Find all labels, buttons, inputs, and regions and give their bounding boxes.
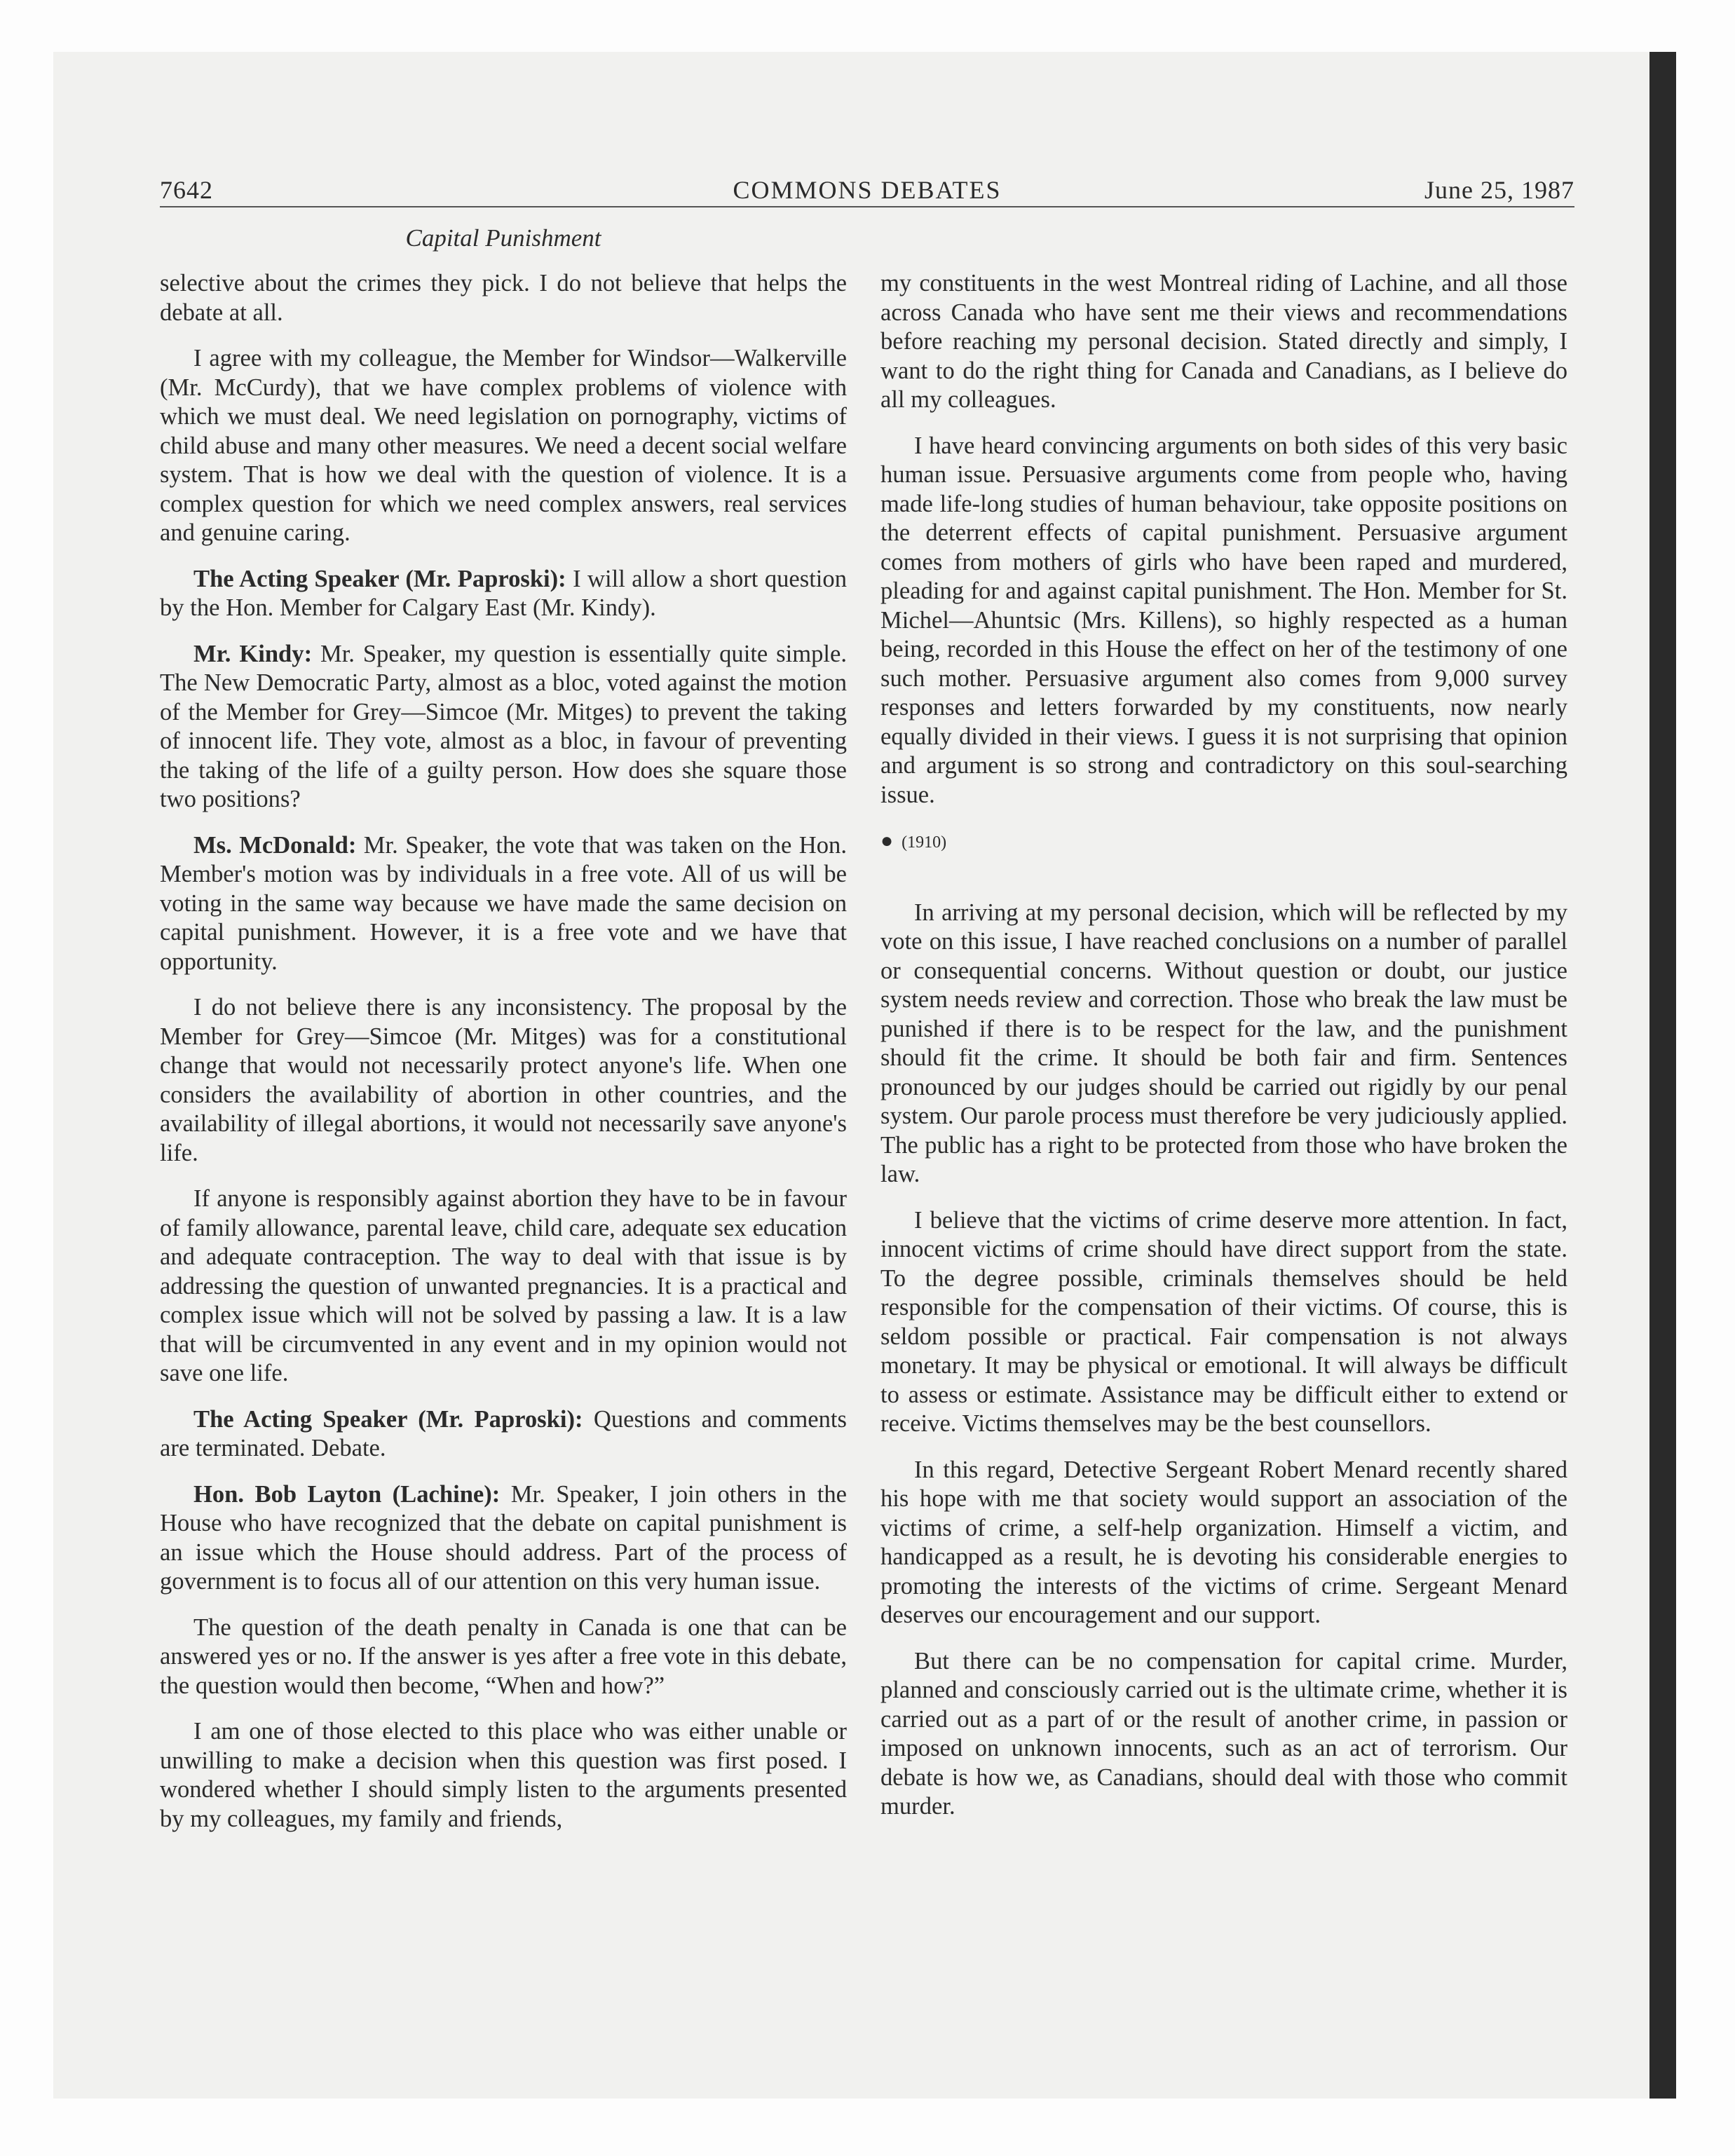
speaker-name: The Acting Speaker (Mr. Paproski): — [193, 565, 566, 592]
speech-paragraph — [160, 640, 847, 814]
page-number: 7642 — [160, 176, 213, 204]
paragraph: In this regard, Detective Sergeant Robert Menard recently shared his hope with me that society would support an association of the victims of crime, a self-help organization. Himself a victim, and handicapped as a result, he is devoting his considerable energies to promoting the interests of the victims of crime. Sergeant Menard deserves our encouragement and our support. — [880, 1456, 1567, 1628]
speech-paragraph — [160, 1405, 847, 1464]
speech-paragraph — [160, 831, 847, 977]
speech-paragraph — [160, 1480, 847, 1597]
speech-text: Mr. Speaker, I join others in the House who have recognized that the debate on capital punishment is an issue which the House should address. Part of the process of government is to focus all of our attention on this very human issue. — [160, 1480, 847, 1595]
paragraph: I am one of those elected to this place who was either unable or unwilling to make a decision when this question was first posed. I wondered whether I should simply listen to the arguments presented by my colleagues, my family and friends, — [160, 1718, 847, 1832]
paragraph: I do not believe there is any inconsistency. The proposal by the Member for Grey—Simcoe (Mr. Mitges) was for a constitutional change that would not necessarily protect anyone's life. When one considers the availability of abortion in other countries, and the availability of illegal abortions, it would not necessarily save anyone's life. — [160, 994, 847, 1166]
speech-text: Mr. Speaker, the vote that was taken on the Hon. Member's motion was by individuals in a free vote. All of us will be voting in the same way because we have made the same decision on capital punishment. However, it is a free vote and we have that opportunity. — [160, 831, 847, 975]
speech-text: I will allow a short question by the Hon. Member for Calgary East (Mr. Kindy). — [160, 565, 847, 621]
time-marker-text: (1910) — [901, 833, 947, 852]
paragraph: In arriving at my personal decision, which will be reflected by my vote on this issue, I have reached conclusions on a number of parallel or consequential concerns. Without question or doubt, our justice system needs review and correction. Those who break the law must be punished if there is to be respect for the law, and the punishment should fit the crime. It should be both fair and firm. Sentences pronounced by our judges should be carried out rigidly by our penal system. Our parole process must therefore be very judiciously applied. The public has a right to be protected from those who have broken the law. — [880, 899, 1567, 1187]
paragraph: But there can be no compensation for capital crime. Murder, planned and consciously carried out is the ultimate crime, whether it is carried out as a part of or the result of another crime, in passion or imposed on unknown innocents, such as an act of terrorism. Our debate is how we, as Canadians, should deal with those who commit murder. — [880, 1647, 1567, 1820]
left-column — [160, 269, 847, 1850]
speech-text: Mr. Speaker, my question is essentially quite simple. The New Democratic Party, almost as a bloc, voted against the motion of the Member for Grey—Simcoe (Mr. Mitges) to prevent the taking of innocent life. They vote, almost as a bloc, in favour of preventing the taking of the life of a guilty person. How does she square those two positions? — [160, 640, 847, 812]
paragraph: The question of the death penalty in Canada is one that can be answered yes or no. If the answer is yes after a free vote in this debate, the question would then become, “When and how?” — [160, 1613, 847, 1699]
speaker-name: Hon. Bob Layton (Lachine): — [193, 1480, 501, 1508]
header-rule — [160, 206, 1574, 207]
paragraph: If anyone is responsibly against abortion they have to be in favour of family allowance, parental leave, child care, adequate sex education and adequate contraception. The way to deal with that issue is by addressing the question of unwanted pregnancies. It is a practical and complex issue which will not be solved by passing a law. It is a law that will be circumvented in any event and in my opinion would not save one life. — [160, 1185, 847, 1386]
paragraph: I have heard convincing arguments on both sides of this very basic human issue. Persuasive arguments come from people who, having made life-long studies of human behaviour, take opposite positions on the deterrent effects of capital punishment. Persuasive argument comes from mothers of girls who have been raped and murdered, pleading for and against capital punishment. The Hon. Member for St. Michel—Ahuntsic (Mrs. Killens), so highly respected as a human being, recorded in this House the effect on her of the testimony of one such mother. Persuasive argument also comes from 9,000 survey responses and letters forwarded by my constituents, now nearly equally divided in their views. I guess it is not surprising that opinion and argument is so strong and contradictory on this soul-searching issue. — [880, 432, 1567, 808]
bullet-icon: ● — [880, 829, 894, 852]
paragraph: my constituents in the west Montreal riding of Lachine, and all those across Canada who have sent me their views and recommendations before reaching my personal decision. Stated directly and simply, I want to do the right thing for Canada and Canadians, as I believe do all my colleagues. — [880, 270, 1567, 413]
page-header — [160, 175, 1574, 207]
publication-date: June 25, 1987 — [1424, 176, 1574, 204]
paragraph: I believe that the victims of crime deserve more attention. In fact, innocent victims of crime should have direct support from the state. To the degree possible, criminals themselves should be held responsible for the compensation of their victims. Of course, this is seldom possible or practical. Fair compensation is not always monetary. It may be physical or emotional. It will always be difficult to assess or estimate. Assistance may be difficult either to extend or receive. Victims themselves may be the best counsellors. — [880, 1206, 1567, 1437]
right-column — [880, 269, 1567, 1838]
speaker-name: Mr. Kindy: — [193, 640, 313, 667]
speaker-name: Ms. McDonald: — [193, 831, 357, 859]
publication-title: COMMONS DEBATES — [733, 176, 1002, 204]
speaker-name: The Acting Speaker (Mr. Paproski): — [193, 1405, 583, 1433]
paragraph: selective about the crimes they pick. I do not believe that helps the debate at all. — [160, 270, 847, 326]
scan-edge-shadow — [1649, 52, 1676, 2099]
speech-paragraph — [160, 565, 847, 623]
paragraph: I agree with my colleague, the Member for Windsor—Walkerville (Mr. McCurdy), that we have complex problems of violence with which we must deal. We need legislation on pornography, victims of child abuse and many other measures. We need a decent social welfare system. That is how we deal with the question of violence. It is a complex question for which we need complex answers, real services and genuine caring. — [160, 345, 847, 546]
debate-subject: Capital Punishment — [405, 224, 601, 252]
speech-text: Questions and comments are terminated. Debate. — [160, 1405, 847, 1461]
time-marker — [880, 826, 1567, 858]
